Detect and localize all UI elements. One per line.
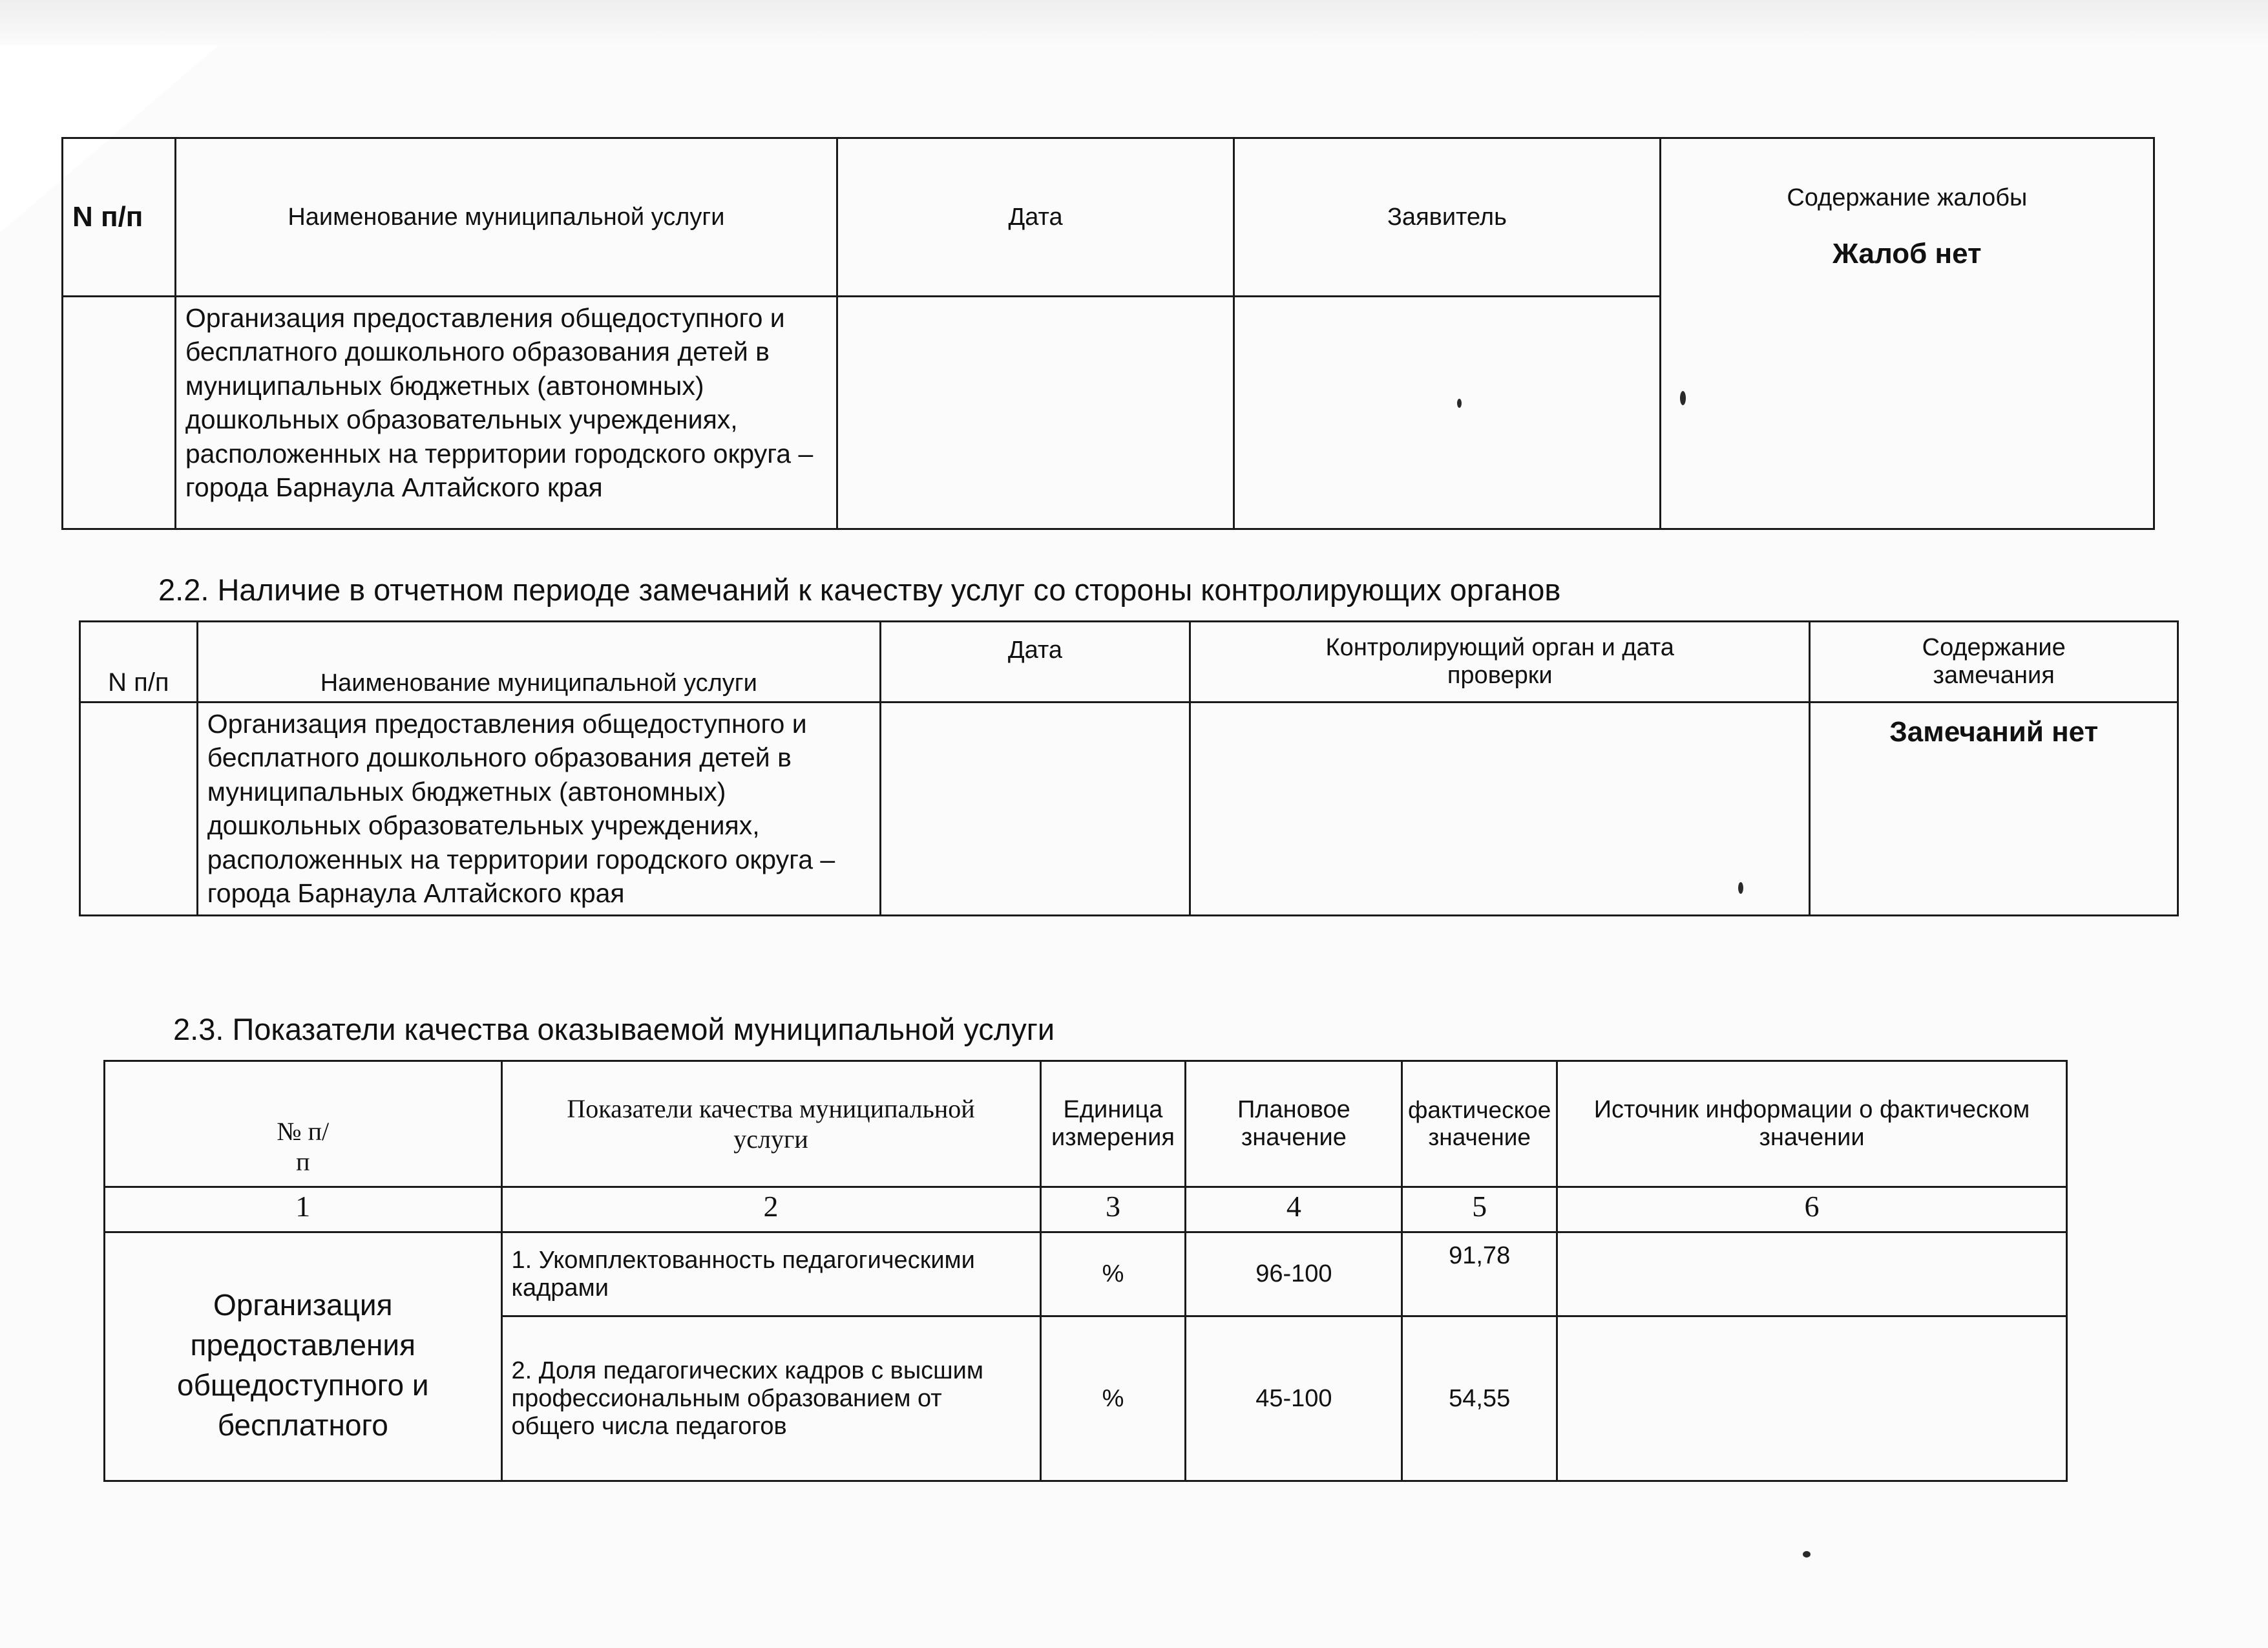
- scan-speck: [1457, 399, 1462, 408]
- quality-service-cell: Организация предоставления общедоступного и бесплатного: [105, 1232, 502, 1481]
- remarks-table: [79, 620, 2179, 916]
- remarks-body-cell: [1190, 703, 1810, 916]
- complaints-num-header: [63, 138, 176, 297]
- actual-1: 91,78: [1402, 1232, 1557, 1316]
- header-text: N п/п: [108, 668, 169, 697]
- section-2-3-title: 2.3. Показатели качества оказываемой муниципальной услуги: [173, 1012, 1055, 1046]
- col-number-1: 1: [105, 1187, 502, 1232]
- complaints-content-header: [1660, 138, 2154, 529]
- remarks-service-cell: Организация предоставления общедоступного и бесплатного дошкольного образования детей в муниципальных бюджетных (автономных) дошкольных образовательных учреждениях, расположенных на территории городского округа – города Барнаула Алтайского края: [197, 703, 880, 916]
- quality-table: [103, 1060, 2068, 1482]
- quality-unit-header: [1040, 1061, 1186, 1187]
- source-2: [1557, 1316, 2067, 1481]
- header-text: Дата: [1008, 203, 1063, 231]
- remarks-body-header: [1190, 622, 1810, 703]
- actual-2: 54,55: [1402, 1316, 1557, 1481]
- indicator-1: 1. Укомплектованность педагогическими кадрами: [501, 1232, 1040, 1316]
- unit-2: %: [1040, 1316, 1186, 1481]
- section-2-2-title: 2.2. Наличие в отчетном периоде замечаний к качеству услуг со стороны контролирующих органов: [158, 573, 1561, 607]
- complaints-header-row: [63, 138, 2154, 297]
- header-text: Наименование муниципальной услуги: [288, 203, 725, 231]
- planned-1: 96-100: [1186, 1232, 1402, 1316]
- quality-header-row: [105, 1061, 2067, 1187]
- complaints-num-cell: [63, 297, 176, 529]
- header-text: Плановое значение: [1237, 1096, 1350, 1151]
- remarks-content-header: [1810, 622, 2178, 703]
- col-number-3: 3: [1040, 1187, 1186, 1232]
- source-1: [1557, 1232, 2067, 1316]
- quality-source-header: [1557, 1061, 2067, 1187]
- header-text: Содержание жалобы: [1787, 184, 2028, 211]
- remarks-data-row: [80, 703, 2178, 916]
- header-text: Источник информации о фактическом значении: [1593, 1096, 2030, 1151]
- header-text: Единица измерения: [1051, 1096, 1175, 1151]
- quality-column-numbers-row: [105, 1187, 2067, 1232]
- quality-actual-header: [1402, 1061, 1557, 1187]
- quality-indicator-header: [501, 1061, 1040, 1187]
- remarks-header-row: [80, 622, 2178, 703]
- scan-speck: [1803, 1551, 1811, 1558]
- remarks-num-header: [80, 622, 198, 703]
- complaints-applicant-header: [1234, 138, 1660, 297]
- scan-shadow: [0, 0, 2268, 45]
- complaints-name-header: [175, 138, 837, 297]
- header-text: Содержание замечания: [1922, 634, 2066, 689]
- col-number-5: 5: [1402, 1187, 1557, 1232]
- unit-1: %: [1040, 1232, 1186, 1316]
- header-text: Заявитель: [1387, 203, 1507, 231]
- remarks-date-header: [880, 622, 1190, 703]
- complaints-table: [61, 137, 2155, 530]
- header-text: фактическое значение: [1407, 1097, 1551, 1150]
- header-text: Показатели качества муниципальной услуги: [567, 1094, 975, 1154]
- col-number-6: 6: [1557, 1187, 2067, 1232]
- quality-row-1: [105, 1232, 2067, 1316]
- quality-num-header: [105, 1061, 502, 1187]
- scan-speck: [1680, 391, 1686, 405]
- quality-planned-header: [1186, 1061, 1402, 1187]
- planned-2: 45-100: [1186, 1316, 1402, 1481]
- complaints-date-header: [837, 138, 1234, 297]
- header-text: Контролирующий орган и дата проверки: [1325, 634, 1674, 689]
- complaints-date-cell: [837, 297, 1234, 529]
- complaints-content-value: Жалоб нет: [1832, 238, 1982, 269]
- remarks-name-header: [197, 622, 880, 703]
- col-number-4: 4: [1186, 1187, 1402, 1232]
- header-text: N п/п: [72, 201, 143, 233]
- header-text: Наименование муниципальной услуги: [320, 670, 757, 697]
- header-text: Дата: [1007, 637, 1063, 664]
- header-text: № п/п: [277, 1117, 330, 1176]
- col-number-2: 2: [501, 1187, 1040, 1232]
- complaints-service-cell: Организация предоставления общедоступного и бесплатного дошкольного образования детей в муниципальных бюджетных (автономных) дошкольных образовательных учреждениях, расположенных на территории городского округа – города Барнаула Алтайского края: [175, 297, 837, 529]
- remarks-content-cell: Замечаний нет: [1810, 703, 2178, 916]
- remarks-num-cell: [80, 703, 198, 916]
- scan-speck: [1738, 882, 1743, 894]
- remarks-date-cell: [880, 703, 1190, 916]
- indicator-2: 2. Доля педагогических кадров с высшим профессиональным образованием от общего числа педагогов: [501, 1316, 1040, 1481]
- complaints-applicant-cell: [1234, 297, 1660, 529]
